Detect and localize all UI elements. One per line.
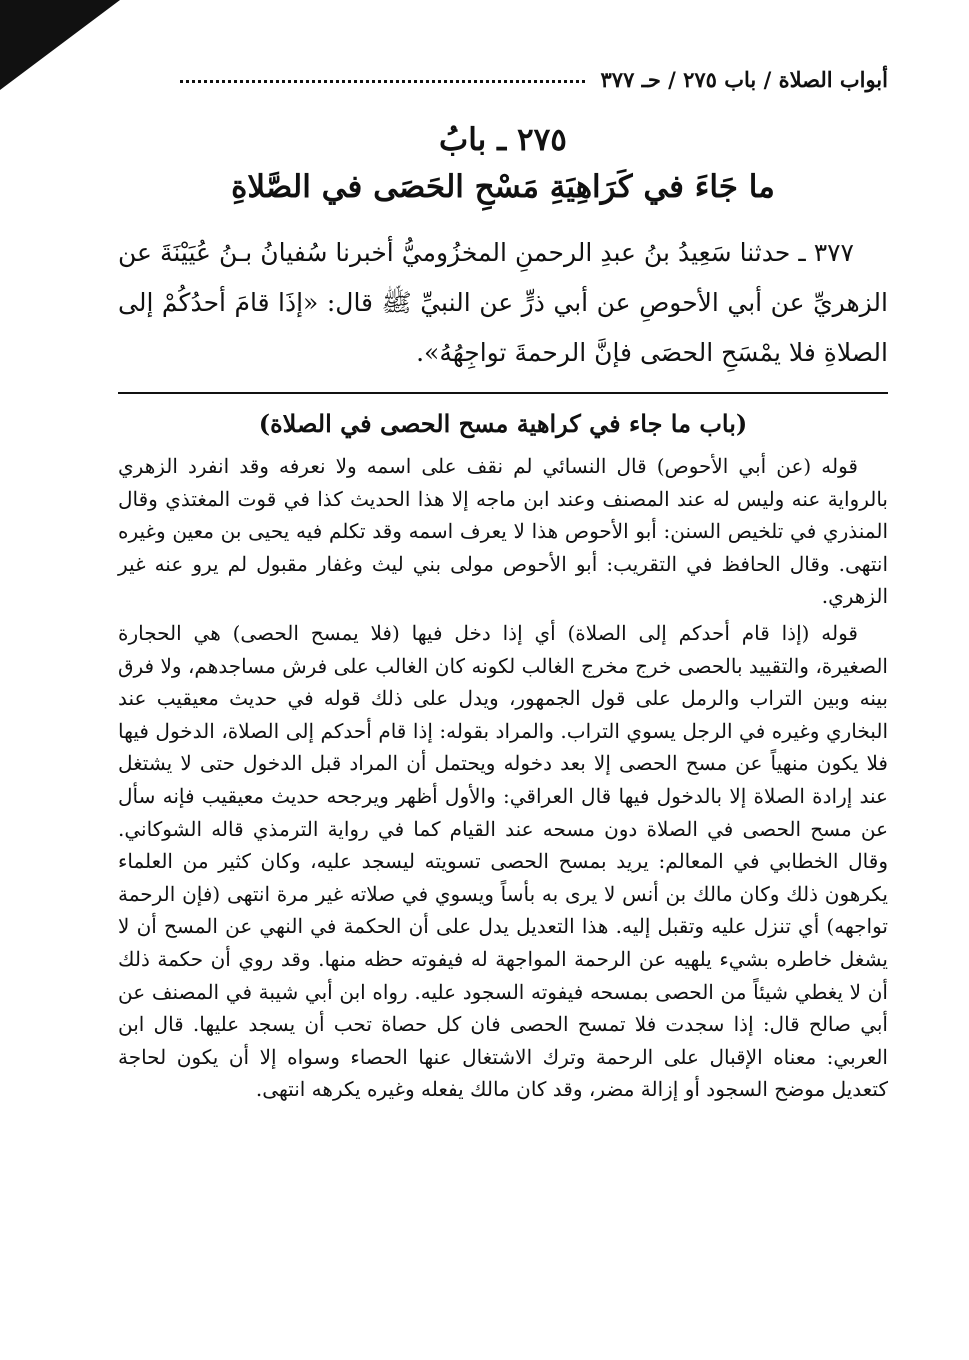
commentary-paragraph-2: قوله (إذا قام أحدكم إلى الصلاة) أي إذا دخل فيها (فلا يمسح الحصى) هي الحجارة الصغيرة، والتقييد بالحصى خرج مخرج الغالب لكونه كان الغالب على فرش مساجدهم، ولا فرق بينه وبين التراب والرمل على قول الجمهور، ويدل على ذلك قوله في حديث معيقيب عند البخاري وغيره في الرجل يسوي التراب. والمراد بقوله: إذا قام أحدكم إلى الصلاة، الدخول فيها فلا يكون منهياً عن مسح الحصى إلا بعد دخوله ويحتمل أن المراد قبل الدخول حتى لا يشتغل عند إرادة الصلاة إلا بالدخول فيها قال العراقي: والأول أظهر ويرجحه حديث معيقيب فإنه سأل عن مسح الحصى في الصلاة دون مسحه عند القيام كما في رواية الترمذي قاله الشوكاني. وقال الخطابي في المعالم: يريد بمسح الحصى تسويته ليسجد عليه، وكان كثير من العلماء يكرهون ذلك وكان مالك بن أنس لا يرى به بأساً ويسوي في صلاته غير مرة انتهى (فإن الرحمة تواجهه) أي تنزل عليه وتقبل إليه. هذا التعديل يدل على أن الحكمة في النهي عن المسح أن لا يشغل خاطره بشيء يلهيه عن الرحمة المواجهة له فيفوته حظه منها. وقد روي أن حكمة ذلك أن لا يغطي شيئاً من الحصى بمسحه فيفوته السجود عليه. رواه ابن أبي شيبة في المصنف عن أبي صالح قال: إذا سجدت فلا تمسح الحصى فان كل حصاة تحب أن يسجد عليها. قال ابن العربي: معناه الإقبال على الرحمة وترك الاشتغال عنها الحصاء وسواه إلا أن يكون لحاجة كتعديل موضح السجود أو إزالة مضر، وقد كان مالك يفعله وغيره يكرهه انتهى.	[118, 620, 888, 1102]
hadith-text: ٣٧٧ ـ حدثنا سَعِيدُ بنُ عبدِ الرحمنِ المخزُوميُّ أخبرنا سُفيانُ بـنُ عُيَيْنَةَ عن الزهريِّ عن أبي الأحوصِ عن أبي ذرٍّ عن النبيِّ ﷺ قال: «إذَا قامَ أحدُكُمْ إلى الصلاةِ فلا يمْسَحِ الحصَى فإنَّ الرحمةَ تواجِهُهُ».	[118, 238, 888, 367]
footnote-divider	[118, 392, 888, 394]
book-page	[118, 66, 888, 1110]
commentary-paragraph-1: قوله (عن أبي الأحوص) قال النسائي لم نقف على اسمه ولا نعرفه وقد انفرد الزهري بالرواية عنه وليس له عند المصنف وعند ابن ماجه إلا هذا الحديث كذا في قوت المغتذي وقال المنذري في تلخيص السنن: أبو الأحوص هذا لا يعرف اسمه وقد تكلم فيه يحيى بن معين وغيره انتهى. وقال الحافظ في التقريب: أبو الأحوص مولى بني ليث وغفار مقبول لم يرو عنه غير الزهري.	[118, 454, 888, 609]
header-dotted-leader	[180, 80, 585, 83]
running-header	[118, 66, 888, 94]
page-corner-shadow	[0, 0, 120, 90]
chapter-number: ٢٧٥ ـ بابُ	[439, 122, 567, 158]
chapter-title: ما جَاءَ في كَرَاهِيَةِ مَسْحِ الحَصَى في الصَّلاةِ	[231, 169, 775, 205]
commentary-title: (باب ما جاء في كراهية مسح الحصى في الصلاة)	[258, 409, 748, 438]
running-header-title: أبواب الصلاة / باب ٢٧٥ / حـ ٣٧٧	[600, 67, 888, 92]
